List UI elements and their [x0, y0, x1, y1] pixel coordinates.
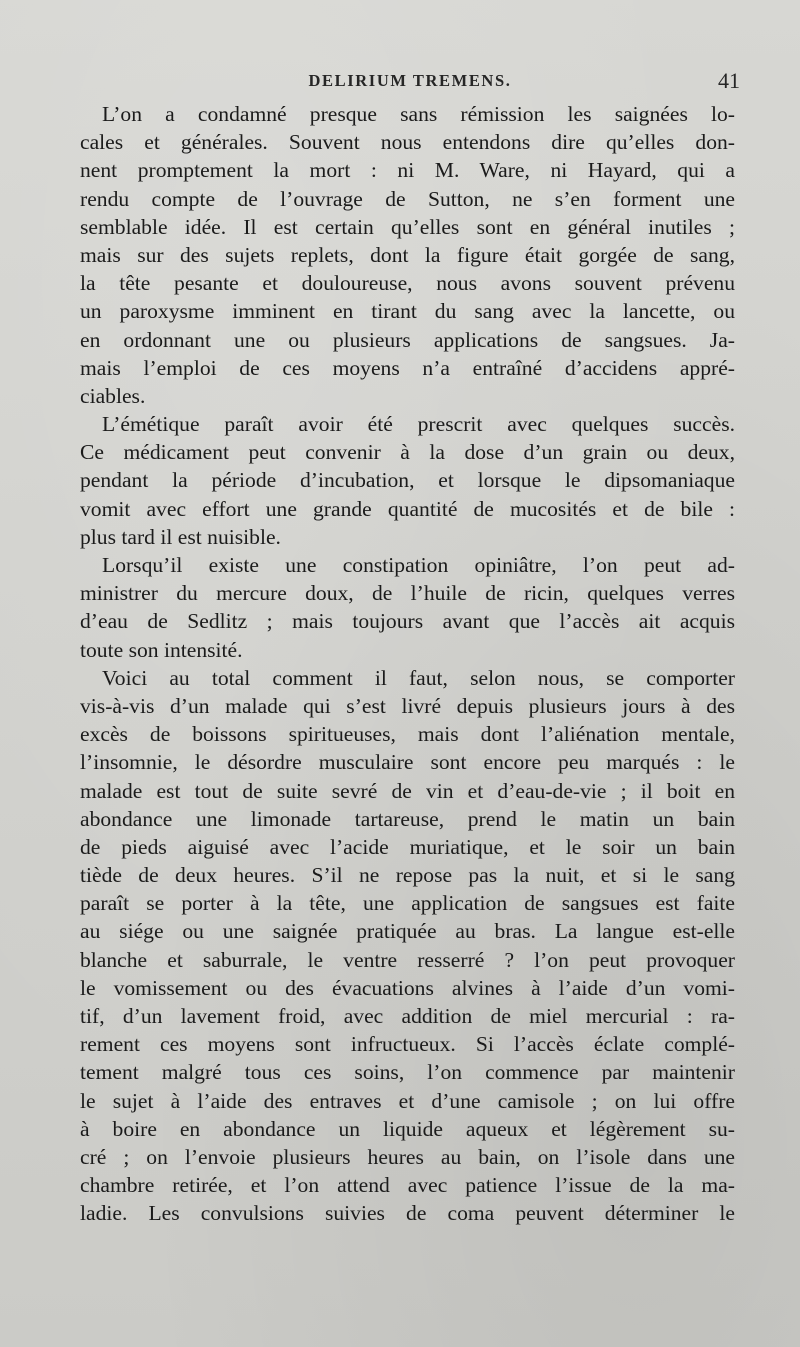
text-line: toute son intensité. [80, 637, 243, 662]
text-line: semblable idée. Il est certain qu’elles sont en général inutiles ; [80, 214, 735, 239]
text-line: malade est tout de suite sevré de vin et d’eau-de-vie ; il boit en [80, 778, 735, 803]
text-line: un paroxysme imminent en tirant du sang avec la lancette, ou [80, 299, 735, 324]
text-line: chambre retirée, et l’on attend avec patience l’issue de la ma- [80, 1173, 735, 1198]
text-line: blanche et saburrale, le ventre resserré ? l’on peut provoquer [80, 947, 735, 972]
text-line: la tête pesante et douloureuse, nous avons souvent prévenu [80, 271, 735, 296]
text-line: nent promptement la mort : ni M. Ware, ni Hayard, qui a [80, 158, 735, 183]
text-line: L’on a condamné presque sans rémission les saignées lo- [102, 102, 735, 126]
text-line: Lorsqu’il existe une constipation opiniâtre, l’on peut ad- [102, 553, 735, 577]
text-line: mais sur des sujets replets, dont la figure était gorgée de sang, [80, 242, 735, 267]
text-line: d’eau de Sedlitz ; mais toujours avant que l’accès ait acquis [80, 609, 735, 634]
text-line: en ordonnant une ou plusieurs applications de sangsues. Ja- [80, 327, 735, 352]
text-line: cales et générales. Souvent nous entendons dire qu’elles don- [80, 130, 735, 155]
text-line: le sujet à l’aide des entraves et d’une camisole ; on lui offre [80, 1088, 735, 1113]
page-header [80, 68, 740, 102]
text-line: l’insomnie, le désordre musculaire sont encore peu marqués : le [80, 750, 735, 775]
body-text [80, 100, 735, 1228]
text-line: ciables. [80, 383, 146, 408]
text-line: rement ces moyens sont infructueux. Si l’accès éclate complé- [80, 1032, 735, 1057]
text-line: plus tard il est nuisible. [80, 524, 281, 549]
page-number: 41 [718, 68, 740, 93]
text-line: tement malgré tous ces soins, l’on commence par maintenir [80, 1060, 735, 1085]
text-line: excès de boissons spiritueuses, mais dont l’aliénation mentale, [80, 722, 735, 747]
text-line: L’émétique paraît avoir été prescrit avec quelques succès. [102, 412, 735, 437]
text-line: cré ; on l’envoie plusieurs heures au bain, on l’isole dans une [80, 1144, 735, 1169]
text-line: à boire en abondance un liquide aqueux et légèrement su- [80, 1116, 735, 1141]
text-line: tif, d’un lavement froid, avec addition de miel mercurial : ra- [80, 1004, 735, 1028]
text-line: paraît se porter à la tête, une application de sangsues est faite [80, 891, 735, 916]
text-line: ministrer du mercure doux, de l’huile de ricin, quelques verres [80, 581, 735, 606]
text-line: ladie. Les convulsions suivies de coma peuvent déterminer le [80, 1201, 735, 1226]
text-line: de pieds aiguisé avec l’acide muriatique, et le soir un bain [80, 834, 735, 859]
text-line: au siége ou une saignée pratiquée au bras. La langue est-elle [80, 919, 735, 944]
text-line: le vomissement ou des évacuations alvines à l’aide d’un vomi- [80, 975, 735, 1000]
text-line: pendant la période d’incubation, et lorsque le dipsomaniaque [80, 468, 735, 493]
text-line: Ce médicament peut convenir à la dose d’un grain ou deux, [80, 440, 735, 465]
text-line: abondance une limonade tartareuse, prend le matin un bain [80, 806, 735, 831]
text-line: mais l’emploi de ces moyens n’a entraîné d’accidens appré- [80, 355, 735, 380]
text-line: rendu compte de l’ouvrage de Sutton, ne s’en forment une [80, 186, 735, 211]
text-line: vomit avec effort une grande quantité de mucosités et de bile : [80, 496, 735, 521]
text-line: Voici au total comment il faut, selon nous, se comporter [102, 665, 735, 690]
running-title: DELIRIUM TREMENS. [308, 71, 512, 90]
text-line: vis-à-vis d’un malade qui s’est livré depuis plusieurs jours à des [80, 693, 735, 718]
text-line: tiède de deux heures. S’il ne repose pas la nuit, et si le sang [80, 863, 735, 888]
